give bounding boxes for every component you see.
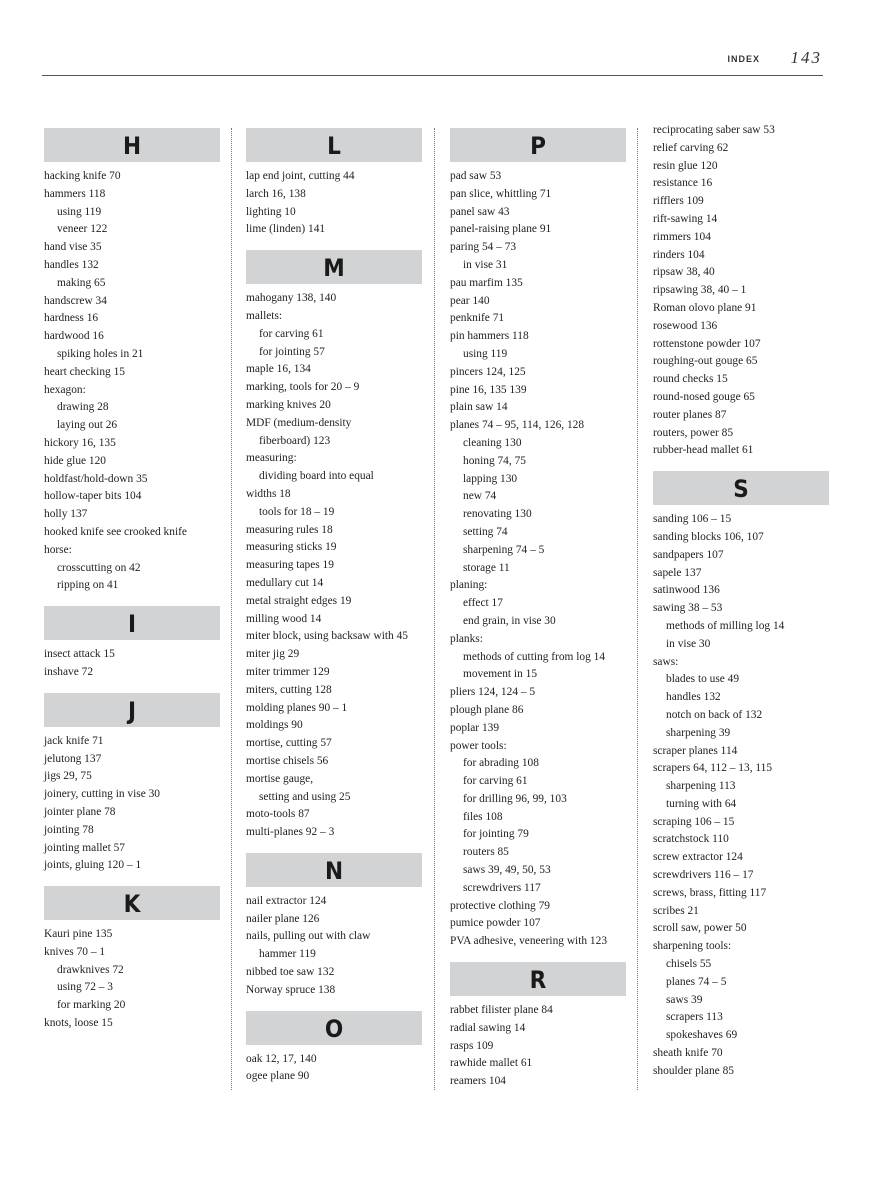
index-section xyxy=(246,1011,422,1087)
index-subentry: end grain, in vise 30 xyxy=(463,614,556,627)
index-entry: round checks 15 xyxy=(653,373,728,386)
running-header-label: INDEX xyxy=(727,54,760,64)
index-entry: reciprocating saber saw 53 xyxy=(653,124,775,136)
index-entry: ogee plane 90 xyxy=(246,1070,310,1083)
index-subentry: saws 39 xyxy=(666,993,703,1006)
index-entry: sharpening tools: xyxy=(653,940,732,953)
letter-heading: R xyxy=(450,962,626,996)
index-entry: scratchstock 110 xyxy=(653,833,729,846)
index-entry: rinders 104 xyxy=(653,248,705,261)
index-subentry: sharpening 74 – 5 xyxy=(463,543,545,556)
index-entry: pear 140 xyxy=(450,294,490,307)
index-column-2 xyxy=(246,128,422,1097)
index-entry: mortise, cutting 57 xyxy=(246,737,332,750)
index-section xyxy=(246,128,422,239)
index-entry: joints, gluing 120 – 1 xyxy=(44,859,142,872)
index-subentry: for marking 20 xyxy=(57,999,126,1012)
index-subentry: setting and using 25 xyxy=(259,790,351,803)
index-entry: screw extractor 124 xyxy=(653,851,743,864)
index-subentry: effect 17 xyxy=(463,597,503,610)
index-entry: miters, cutting 128 xyxy=(246,683,332,696)
index-entry: hardness 16 xyxy=(44,312,99,325)
index-subentry: honing 74, 75 xyxy=(463,454,526,467)
index-column-1 xyxy=(44,128,220,1044)
index-entry: ripsawing 38, 40 – 1 xyxy=(653,284,747,297)
index-entry: handscrew 34 xyxy=(44,294,107,307)
index-subentry: scrapers 113 xyxy=(666,1011,723,1024)
index-entry: reamers 104 xyxy=(450,1075,506,1088)
index-section xyxy=(450,128,626,951)
index-subentry: blades to use 49 xyxy=(666,673,740,686)
index-entry: jointing 78 xyxy=(44,823,94,836)
index-section xyxy=(246,853,422,1000)
index-entry: handles 132 xyxy=(44,258,99,271)
index-subentry: in vise 31 xyxy=(463,258,508,271)
index-entry: Roman olovo plane 91 xyxy=(653,301,757,314)
index-entry: scraping 106 – 15 xyxy=(653,815,735,828)
index-entry: sanding blocks 106, 107 xyxy=(653,530,764,543)
index-entry: hammers 118 xyxy=(44,187,106,200)
index-entry: resistance 16 xyxy=(653,177,713,190)
index-entry: rottenstone powder 107 xyxy=(653,337,761,350)
index-section xyxy=(246,250,422,842)
index-entry: jointing mallet 57 xyxy=(44,841,125,854)
index-subentry: tools for 18 – 19 xyxy=(259,505,335,518)
index-subentry: hammer 119 xyxy=(259,948,316,961)
index-section xyxy=(653,122,829,460)
index-entry: moto-tools 87 xyxy=(246,808,310,821)
index-subentry: routers 85 xyxy=(463,846,509,859)
letter-heading: I xyxy=(44,606,220,640)
index-entry: resin glue 120 xyxy=(653,159,718,172)
index-entry: rawhide mallet 61 xyxy=(450,1057,533,1070)
index-subentry: chisels 55 xyxy=(666,958,712,971)
index-subentry: veneer 122 xyxy=(57,223,108,236)
index-entry: pan slice, whittling 71 xyxy=(450,187,552,200)
index-entry: scribes 21 xyxy=(653,904,699,917)
index-subentry: screwdrivers 117 xyxy=(463,881,541,894)
index-subentry: laying out 26 xyxy=(57,419,118,432)
index-entry: rifflers 109 xyxy=(653,195,704,208)
index-entry: plough plane 86 xyxy=(450,703,524,716)
index-subentry: new 74 xyxy=(463,490,497,503)
index-entry: oak 12, 17, 140 xyxy=(246,1052,317,1065)
index-entry: rabbet filister plane 84 xyxy=(450,1004,553,1017)
index-subentry: sharpening 113 xyxy=(666,780,736,793)
index-entry: screwdrivers 116 – 17 xyxy=(653,869,754,882)
index-subentry: using 119 xyxy=(463,347,508,360)
index-subentry: handles 132 xyxy=(666,691,721,704)
index-subentry: for abrading 108 xyxy=(463,757,539,770)
index-entry: milling wood 14 xyxy=(246,612,322,625)
index-subentry: lapping 130 xyxy=(463,472,518,485)
index-entry: sandpapers 107 xyxy=(653,548,724,561)
header-rule xyxy=(42,75,823,76)
index-entry: scroll saw, power 50 xyxy=(653,922,747,935)
index-entry: measuring tapes 19 xyxy=(246,559,334,572)
index-entry: PVA adhesive, veneering with 123 xyxy=(450,935,608,948)
index-entry: sawing 38 – 53 xyxy=(653,602,723,615)
index-entry: radial sawing 14 xyxy=(450,1021,526,1034)
index-subentry: cleaning 130 xyxy=(463,436,522,449)
index-subentry: planes 74 – 5 xyxy=(666,975,727,988)
index-entry: Kauri pine 135 xyxy=(44,928,113,941)
index-entry: ripsaw 38, 40 xyxy=(653,266,715,279)
index-entry: jointer plane 78 xyxy=(44,805,116,818)
index-entry: hickory 16, 135 xyxy=(44,436,116,449)
index-subentry: for carving 61 xyxy=(463,775,528,788)
index-entry: screws, brass, fitting 117 xyxy=(653,886,767,899)
index-section xyxy=(44,606,220,682)
index-entry: multi-planes 92 – 3 xyxy=(246,826,335,839)
index-subentry: for carving 61 xyxy=(259,327,324,340)
index-subentry: turning with 64 xyxy=(666,797,737,810)
letter-heading: H xyxy=(44,128,220,162)
index-entry: holly 137 xyxy=(44,508,88,521)
index-entry: paring 54 – 73 xyxy=(450,241,517,254)
letter-heading: L xyxy=(246,128,422,162)
index-entry: sanding 106 – 15 xyxy=(653,513,732,526)
letter-heading: S xyxy=(653,471,829,505)
index-subentry: ripping on 41 xyxy=(57,579,119,592)
index-entry: widths 18 xyxy=(246,487,291,500)
index-entry: saws: xyxy=(653,655,679,668)
index-entry: poplar 139 xyxy=(450,721,500,734)
index-entry: panel saw 43 xyxy=(450,205,510,218)
index-entry: measuring sticks 19 xyxy=(246,541,337,554)
index-entry: pumice powder 107 xyxy=(450,917,541,930)
index-entry: router planes 87 xyxy=(653,408,727,421)
index-subentry: renovating 130 xyxy=(463,508,532,521)
index-entry: larch 16, 138 xyxy=(246,187,306,200)
index-entry: miter block, using backsaw with 45 xyxy=(246,630,408,643)
index-entry: pliers 124, 124 – 5 xyxy=(450,686,536,699)
index-entry: marking knives 20 xyxy=(246,398,331,411)
index-entry: lighting 10 xyxy=(246,205,296,218)
letter-heading: N xyxy=(246,853,422,887)
index-entry: joinery, cutting in vise 30 xyxy=(44,788,160,801)
index-subentry: drawing 28 xyxy=(57,401,109,414)
index-section xyxy=(450,962,626,1091)
index-entry: nibbed toe saw 132 xyxy=(246,966,335,979)
column-divider xyxy=(637,128,638,1090)
index-subentry: setting 74 xyxy=(463,525,508,538)
index-entry: hooked knife see crooked knife xyxy=(44,525,187,538)
index-entry: pincers 124, 125 xyxy=(450,365,526,378)
index-entry: heart checking 15 xyxy=(44,365,125,378)
index-entry: jack knife 71 xyxy=(44,734,104,747)
column-divider xyxy=(434,128,435,1090)
index-section xyxy=(653,471,829,1081)
index-entry: knots, loose 15 xyxy=(44,1017,113,1030)
index-entry: MDF (medium-density xyxy=(246,416,352,429)
index-entry: hardwood 16 xyxy=(44,330,104,343)
index-entry: planing: xyxy=(450,579,488,592)
index-entry: nail extractor 124 xyxy=(246,894,327,907)
index-subentry: saws 39, 49, 50, 53 xyxy=(463,864,551,877)
index-entry: pine 16, 135 139 xyxy=(450,383,527,396)
letter-heading: M xyxy=(246,250,422,284)
index-subentry: storage 11 xyxy=(463,561,510,574)
index-subentry: for drilling 96, 99, 103 xyxy=(463,792,567,805)
index-column-4 xyxy=(653,122,829,1092)
index-subentry: sharpening 39 xyxy=(666,726,731,739)
index-entry: roughing-out gouge 65 xyxy=(653,355,758,368)
index-entry: power tools: xyxy=(450,739,507,752)
index-entry: molding planes 90 – 1 xyxy=(246,701,348,714)
index-entry: scraper planes 114 xyxy=(653,744,738,757)
index-entry: mortise gauge, xyxy=(246,772,314,785)
index-entry: routers, power 85 xyxy=(653,426,734,439)
index-subentry: for jointing 57 xyxy=(259,345,325,358)
index-subentry: methods of milling log 14 xyxy=(666,619,785,632)
index-entry: sapele 137 xyxy=(653,566,702,579)
index-subentry: in vise 30 xyxy=(666,637,711,650)
index-entry: jelutong 137 xyxy=(44,752,102,765)
index-entry: round-nosed gouge 65 xyxy=(653,390,755,403)
index-entry: shoulder plane 85 xyxy=(653,1064,734,1077)
page-number: 143 xyxy=(790,48,822,67)
index-entry: relief carving 62 xyxy=(653,141,729,154)
letter-heading: O xyxy=(246,1011,422,1045)
index-subentry: movement in 15 xyxy=(463,668,538,681)
index-section xyxy=(44,693,220,875)
index-entry: protective clothing 79 xyxy=(450,899,550,912)
index-entry: inshave 72 xyxy=(44,665,94,678)
letter-heading: P xyxy=(450,128,626,162)
index-entry: measuring: xyxy=(246,452,297,465)
index-subentry: drawknives 72 xyxy=(57,963,124,976)
index-entry: planes 74 – 95, 114, 126, 128 xyxy=(450,419,585,432)
index-entry: hacking knife 70 xyxy=(44,170,121,182)
index-entry: medullary cut 14 xyxy=(246,576,324,589)
index-subentry: making 65 xyxy=(57,276,106,289)
column-divider xyxy=(231,128,232,1090)
index-subentry: using 119 xyxy=(57,205,102,218)
index-entry: measuring rules 18 xyxy=(246,523,333,536)
index-entry: hexagon: xyxy=(44,383,86,396)
index-subentry: dividing board into equal xyxy=(259,470,374,483)
index-entry: hand vise 35 xyxy=(44,241,102,254)
index-entry: hide glue 120 xyxy=(44,454,107,467)
index-entry: horse: xyxy=(44,543,72,556)
index-entry: pad saw 53 xyxy=(450,170,502,182)
index-entry: pau marfim 135 xyxy=(450,276,523,289)
index-entry: planks: xyxy=(450,632,483,645)
running-header xyxy=(42,44,822,74)
index-section xyxy=(44,128,220,595)
letter-heading: K xyxy=(44,886,220,920)
index-entry: hollow-taper bits 104 xyxy=(44,490,142,503)
index-subentry: spiking holes in 21 xyxy=(57,347,144,360)
index-subentry: methods of cutting from log 14 xyxy=(463,650,606,663)
index-entry: scrapers 64, 112 – 13, 115 xyxy=(653,762,773,775)
index-entry: nailer plane 126 xyxy=(246,912,320,925)
index-entry: marking, tools for 20 – 9 xyxy=(246,381,360,394)
index-entry: mahogany 138, 140 xyxy=(246,292,337,305)
index-entry: jigs 29, 75 xyxy=(44,770,92,783)
index-entry: Norway spruce 138 xyxy=(246,983,336,996)
index-entry: miter jig 29 xyxy=(246,648,300,661)
index-subentry: using 72 – 3 xyxy=(57,981,114,994)
index-subentry: fiberboard) 123 xyxy=(259,434,331,447)
index-subentry: spokeshaves 69 xyxy=(666,1029,738,1042)
index-entry: sheath knife 70 xyxy=(653,1047,723,1060)
index-entry: panel-raising plane 91 xyxy=(450,223,552,236)
index-entry: insect attack 15 xyxy=(44,648,115,661)
index-entry: nails, pulling out with claw xyxy=(246,930,371,943)
index-subentry: for jointing 79 xyxy=(463,828,529,841)
index-entry: plain saw 14 xyxy=(450,401,508,414)
index-entry: miter trimmer 129 xyxy=(246,665,330,678)
index-entry: lap end joint, cutting 44 xyxy=(246,170,355,182)
index-entry: rasps 109 xyxy=(450,1039,494,1052)
index-entry: holdfast/hold-down 35 xyxy=(44,472,148,485)
index-subentry: files 108 xyxy=(463,810,503,823)
index-entry: mortise chisels 56 xyxy=(246,754,329,767)
index-column-3 xyxy=(450,128,626,1102)
index-entry: rimmers 104 xyxy=(653,230,711,243)
index-entry: maple 16, 134 xyxy=(246,363,311,376)
index-entry: moldings 90 xyxy=(246,719,303,732)
index-entry: rubber-head mallet 61 xyxy=(653,444,754,457)
index-subentry: crosscutting on 42 xyxy=(57,561,141,574)
index-entry: lime (linden) 141 xyxy=(246,223,326,236)
index-entry: mallets: xyxy=(246,309,283,322)
letter-heading: J xyxy=(44,693,220,727)
index-section xyxy=(44,886,220,1033)
index-entry: rosewood 136 xyxy=(653,319,718,332)
index-entry: knives 70 – 1 xyxy=(44,945,106,958)
index-entry: penknife 71 xyxy=(450,312,505,325)
index-entry: rift-sawing 14 xyxy=(653,212,718,225)
index-entry: pin hammers 118 xyxy=(450,330,529,343)
index-entry: satinwood 136 xyxy=(653,584,720,597)
index-entry: metal straight edges 19 xyxy=(246,594,352,607)
index-subentry: notch on back of 132 xyxy=(666,708,763,721)
